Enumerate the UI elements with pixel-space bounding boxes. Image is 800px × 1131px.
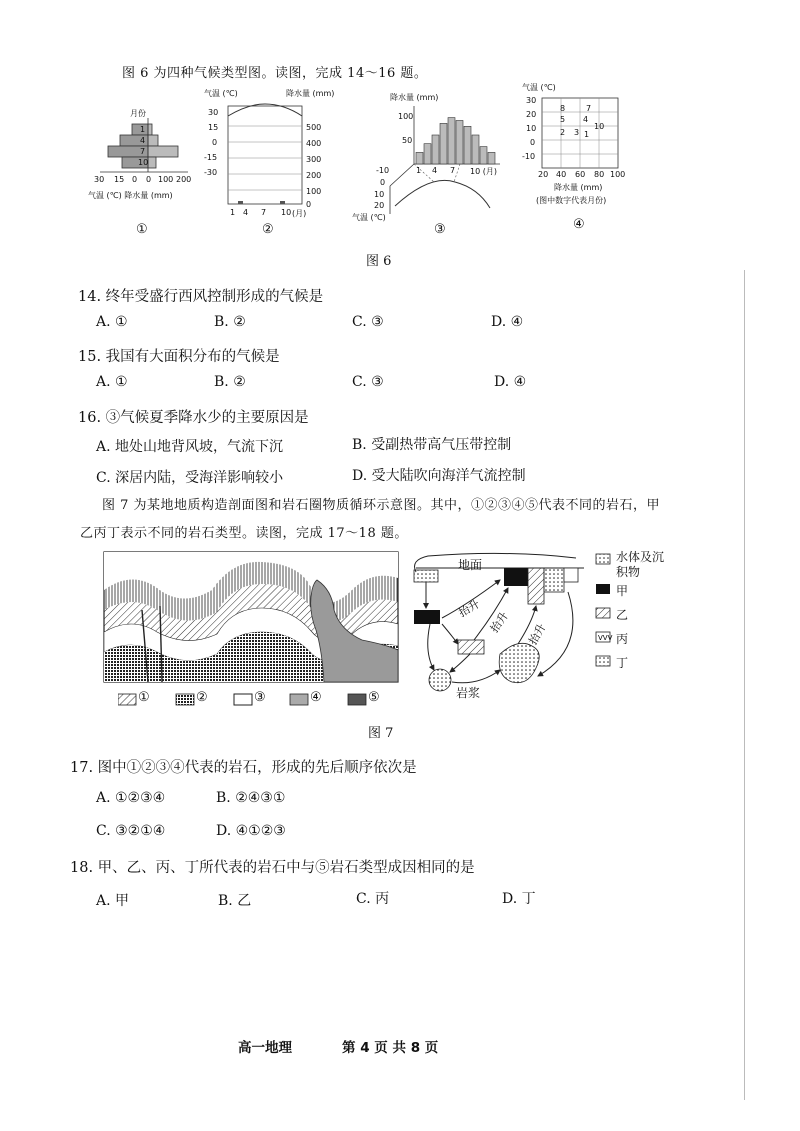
c3-precip-bar	[472, 135, 479, 164]
c2-right-tick: 0	[306, 200, 312, 209]
climate-chart-2	[198, 86, 368, 226]
cycle-arrow	[442, 624, 458, 644]
c4-y-tick: 30	[526, 96, 537, 105]
c1-precip-bar	[148, 135, 158, 146]
legend-yi-label: 乙	[616, 608, 629, 622]
c3-top-tick: 50	[402, 136, 413, 145]
q15-option-d[interactable]: D. ④	[494, 374, 527, 390]
q-num: 16.	[78, 410, 102, 426]
c1-precip-bar	[148, 146, 178, 157]
chart3-marker: ③	[434, 222, 446, 237]
chart4-marker: ④	[573, 217, 585, 232]
magma-blob	[499, 643, 539, 682]
legend-label-5: ⑤	[368, 690, 380, 705]
legend-sediment-label: 水体及沉积物	[616, 550, 665, 579]
legend-label-1: ①	[138, 690, 150, 705]
q14-option-b[interactable]: B. ②	[214, 314, 246, 330]
c3-precip-bar	[456, 121, 463, 165]
fig6-caption: 图 6	[366, 254, 392, 269]
c1-xlabel: 气温 (℃) 降水量 (mm)	[88, 191, 173, 200]
q16-option-b[interactable]: B. 受副热带高气压带控制	[352, 437, 512, 453]
c4-point: 2	[560, 128, 566, 137]
magma-node	[429, 669, 451, 691]
c2-right-label: 降水量 (mm)	[286, 89, 335, 98]
sediment-box	[414, 570, 438, 582]
legend-ding	[596, 656, 610, 666]
q16-option-a[interactable]: A. 地处山地背风坡，气流下沉	[96, 439, 284, 455]
rock-legend-swatches	[594, 548, 614, 678]
rock-jia-box	[504, 568, 528, 586]
c3-precip-bar	[416, 152, 423, 164]
uplift-label: 抬升	[487, 609, 512, 636]
q17-option-b[interactable]: B. ②④③①	[216, 790, 286, 806]
legend-label-2: ②	[196, 690, 208, 705]
q18-option-d[interactable]: D. 丁	[502, 891, 536, 907]
q16-option-c[interactable]: C. 深居内陆，受海洋影响较小	[96, 470, 284, 486]
c2-precip-bar	[238, 201, 243, 204]
legend-swatch-4	[290, 694, 308, 705]
cycle-arrow	[452, 670, 500, 683]
q18-option-b[interactable]: B. 乙	[218, 893, 252, 909]
c1-tick: 100	[158, 175, 174, 184]
legend-label-4: ④	[310, 690, 322, 705]
rock-type-legend	[594, 548, 674, 678]
c3-precip-bar	[480, 147, 487, 164]
c2-left-tick: 15	[208, 123, 219, 132]
q-num: 15.	[78, 349, 102, 365]
q-num: 18.	[70, 860, 94, 876]
c4-xlabel: 降水量 (mm)	[554, 183, 603, 192]
q-text: 我国有大面积分布的气候是	[105, 349, 280, 365]
c3-x-tick: 7	[450, 166, 456, 175]
c4-y-tick: -10	[522, 152, 536, 161]
uplift-label: 抬升	[456, 597, 483, 620]
c2-right-tick: 100	[306, 187, 322, 196]
legend-sediment	[596, 554, 610, 564]
c4-point: 3	[574, 128, 580, 137]
c1-month-4: 4	[140, 136, 146, 145]
c3-bottom-label: 气温 (℃)	[352, 213, 386, 222]
c3-precip-bar	[464, 126, 471, 164]
fig6-intro: 图 6 为四种气候类型图。读图，完成 14～16 题。	[122, 66, 428, 81]
q15-option-c[interactable]: C. ③	[352, 374, 384, 390]
section-legend	[118, 690, 408, 710]
c3-axis	[390, 164, 414, 186]
uplift-label: 抬升	[526, 621, 549, 648]
q17-option-c[interactable]: C. ③②①④	[96, 823, 166, 839]
months-label: 月份	[130, 109, 146, 118]
c3-low-tick: -10	[376, 166, 390, 175]
c2-x-tick: (月)	[292, 209, 307, 218]
q-num: 14.	[78, 289, 102, 305]
c4-point: 10	[594, 122, 605, 131]
c4-ylabel: 气温 (℃)	[522, 83, 556, 92]
c1-tick: 0	[132, 175, 138, 184]
c1-precip-bar	[148, 157, 156, 168]
c3-low-tick: 20	[374, 201, 385, 210]
question-14	[78, 285, 323, 306]
legend-swatch-3	[234, 694, 252, 705]
c3-precip-bar	[488, 152, 495, 164]
c4-point: 1	[584, 130, 590, 139]
c2-x-tick: 7	[261, 208, 267, 217]
q16-option-d[interactable]: D. 受大陆吹向海洋气流控制	[352, 468, 526, 484]
fig7-caption: 图 7	[368, 726, 394, 741]
c1-tick: 15	[114, 175, 125, 184]
c3-precip-bar	[432, 135, 439, 164]
c2-left-tick: -15	[204, 153, 218, 162]
c2-left-label: 气温 (℃)	[204, 89, 238, 98]
c4-x-tick: 100	[610, 170, 626, 179]
legend-ding-label: 丁	[616, 656, 629, 670]
legend-jia	[596, 584, 610, 594]
c1-month-10: 10	[138, 158, 149, 167]
c2-right-tick: 500	[306, 123, 322, 132]
c2-left-tick: 30	[208, 108, 219, 117]
q17-option-a[interactable]: A. ①②③④	[96, 790, 166, 806]
c4-point: 4	[583, 115, 589, 124]
q15-option-b[interactable]: B. ②	[214, 374, 246, 390]
c4-x-tick: 20	[538, 170, 549, 179]
legend-yi	[596, 608, 610, 618]
c1-tick: 30	[94, 175, 105, 184]
c2-left-tick: 0	[212, 138, 218, 147]
rock-jia-box	[414, 610, 440, 624]
question-17	[70, 756, 417, 777]
q-text: 图中①②③④代表的岩石，形成的先后顺序依次是	[97, 760, 417, 776]
climate-chart-3	[350, 86, 520, 226]
cycle-arrow	[428, 624, 434, 670]
c4-point: 8	[560, 104, 566, 113]
c3-temp-curve	[395, 180, 490, 208]
c3-top-tick: 100	[398, 112, 414, 121]
rock-cycle-diagram	[408, 552, 598, 702]
legend-swatch-1	[118, 694, 136, 705]
footer-page: 第 4 页 共 8 页	[342, 1040, 439, 1056]
c2-right-tick: 400	[306, 139, 322, 148]
legend-jia-label: 甲	[616, 584, 629, 598]
rock-ding-box	[544, 568, 564, 592]
c4-y-tick: 0	[530, 138, 536, 147]
chart1-marker: ①	[136, 222, 148, 237]
fig7-intro-line2: 乙丙丁表示不同的岩石类型。读图，完成 17～18 题。	[80, 526, 408, 541]
c1-month-1: 1	[140, 125, 146, 134]
rock-yi-box	[528, 568, 544, 604]
c1-tick: 0	[146, 175, 152, 184]
c4-y-tick: 20	[526, 110, 537, 119]
q18-option-a[interactable]: A. 甲	[96, 893, 130, 909]
c3-precip-bar	[448, 118, 455, 164]
rock-yi-box	[458, 640, 484, 654]
c2-x-tick: 10	[281, 208, 292, 217]
c2-frame	[228, 106, 302, 204]
legend-bing-mark: VVV	[598, 634, 613, 642]
c4-point: 7	[586, 104, 592, 113]
q-text: 终年受盛行西风控制形成的气候是	[105, 289, 324, 305]
q-num: 17.	[70, 760, 94, 776]
c1-month-7: 7	[140, 147, 146, 156]
scan-edge	[744, 270, 745, 1100]
c2-x-tick: 4	[243, 208, 249, 217]
legend-bing-label: 丙	[616, 632, 629, 646]
q14-option-c[interactable]: C. ③	[352, 314, 384, 330]
c4-note: (图中数字代表月份)	[536, 196, 607, 205]
magma-label: 岩浆	[456, 686, 481, 700]
c2-right-tick: 300	[306, 155, 322, 164]
ground-label: 地面	[458, 558, 483, 572]
geologic-section	[102, 550, 400, 684]
c1-tick: 200	[176, 175, 192, 184]
question-15	[78, 345, 280, 366]
q14-option-a[interactable]: A. ①	[96, 314, 128, 330]
q-text: 甲、乙、丙、丁所代表的岩石中与⑤岩石类型成因相同的是	[97, 860, 475, 876]
chart2-svg	[198, 86, 368, 226]
climate-chart-1	[88, 100, 198, 220]
q15-option-a[interactable]: A. ①	[96, 374, 128, 390]
fig7-intro-line1: 图 7 为某地地质构造剖面图和岩石圈物质循环示意图。其中，①②③④⑤代表不同的岩石，甲	[102, 498, 661, 513]
c3-top-label: 降水量 (mm)	[390, 93, 439, 102]
c4-point: 5	[560, 115, 566, 124]
c3-precip-bar	[440, 123, 447, 164]
question-18	[70, 856, 475, 877]
c2-right-tick: 200	[306, 171, 322, 180]
legend-swatch-5	[348, 694, 366, 705]
c2-x-tick: 1	[230, 208, 236, 217]
c4-x-tick: 40	[556, 170, 567, 179]
c2-left-tick: -30	[204, 168, 218, 177]
q18-option-c[interactable]: C. 丙	[356, 891, 390, 907]
climate-chart-4	[520, 80, 660, 210]
legend-swatch-2	[176, 694, 194, 705]
q17-option-d[interactable]: D. ④①②③	[216, 823, 286, 839]
q-text: ③气候夏季降水少的主要原因是	[105, 410, 309, 426]
question-16	[78, 406, 309, 427]
chart2-marker: ②	[262, 222, 274, 237]
c3-precip-bar	[424, 144, 431, 164]
c4-x-tick: 60	[575, 170, 586, 179]
c3-x-tick: 4	[432, 166, 438, 175]
rock-bing-box	[564, 568, 578, 582]
legend-label-3: ③	[254, 690, 266, 705]
c4-y-tick: 10	[526, 124, 537, 133]
c3-x-tick: 1	[416, 166, 422, 175]
cycle-arrow	[450, 654, 470, 672]
c4-x-tick: 80	[594, 170, 605, 179]
c3-low-tick: 10	[374, 190, 385, 199]
footer-subject: 高一地理	[238, 1040, 292, 1056]
c3-low-tick: 0	[380, 178, 386, 187]
q14-option-d[interactable]: D. ④	[491, 314, 524, 330]
c2-precip-bar	[280, 201, 285, 204]
c3-x-tick: 10 (月)	[470, 167, 497, 176]
c1-precip-bar	[148, 124, 152, 135]
